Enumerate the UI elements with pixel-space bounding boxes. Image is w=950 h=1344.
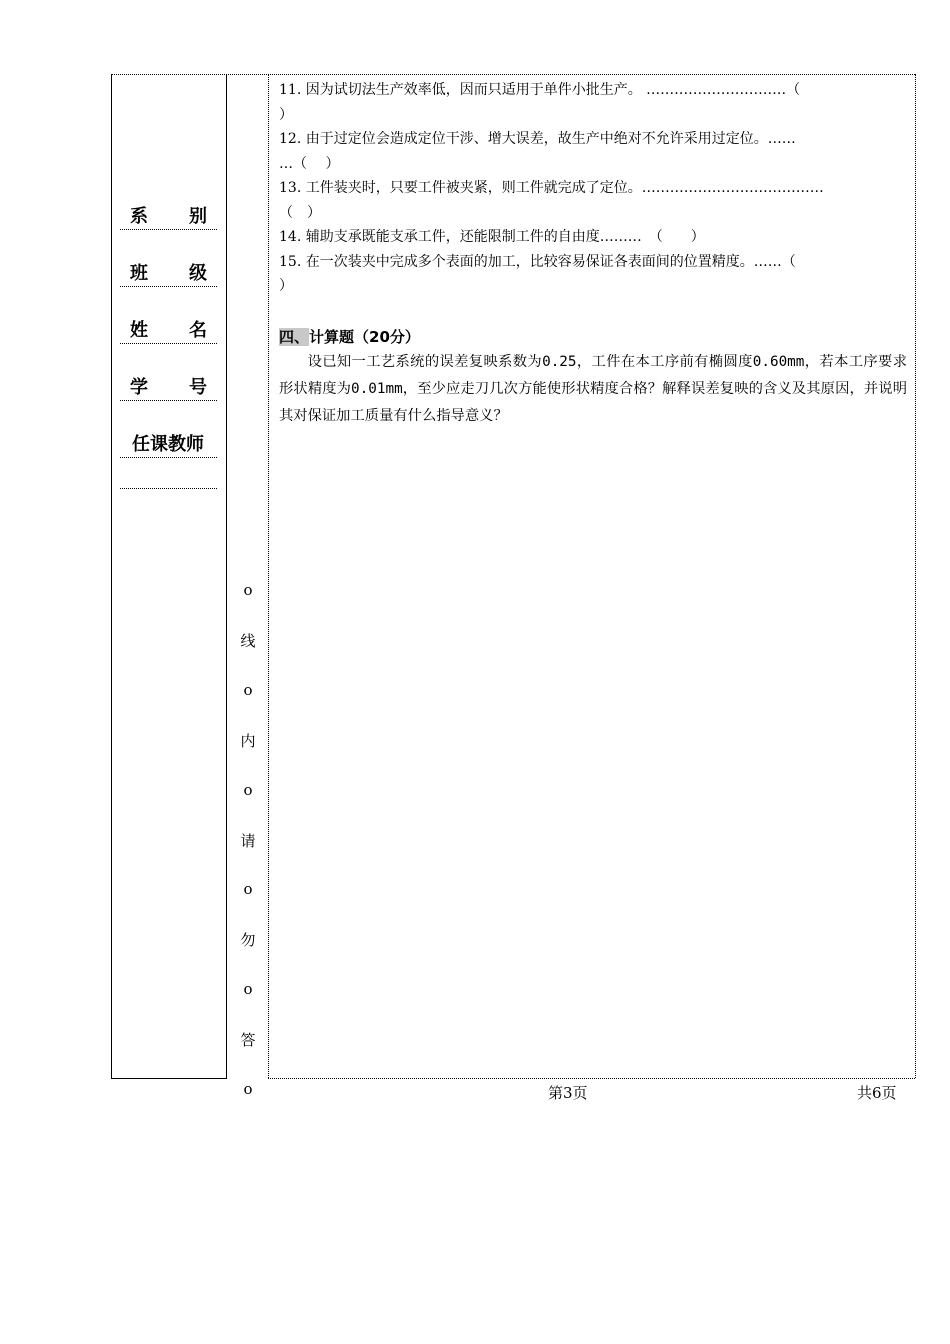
fill-line xyxy=(120,286,217,287)
seal-mark: 线 xyxy=(240,632,256,650)
seal-mark: o xyxy=(243,681,253,699)
info-label-char: 学 xyxy=(130,377,148,398)
info-label-char: 别 xyxy=(189,206,207,227)
seal-mark: 请 xyxy=(240,832,256,850)
fill-line xyxy=(120,343,217,344)
seal-mark: o xyxy=(243,581,253,599)
info-row-name xyxy=(120,314,217,371)
frame-top-border xyxy=(111,74,915,75)
info-label-char: 级 xyxy=(189,263,207,284)
info-label-char: 姓 xyxy=(130,320,148,341)
info-label-char: 班 xyxy=(130,263,148,284)
info-column-divider xyxy=(226,74,227,1078)
info-row-teacher xyxy=(120,428,217,485)
info-label-char: 名 xyxy=(189,320,207,341)
frame-left-border xyxy=(111,74,112,1078)
section-title-prefix: 四、 xyxy=(279,327,310,346)
info-row-student-id xyxy=(120,371,217,428)
seal-column-divider xyxy=(268,74,269,1078)
fill-line xyxy=(120,457,217,458)
question-line: ） xyxy=(279,106,293,123)
info-label-char: 号 xyxy=(189,377,207,398)
seal-mark: o xyxy=(243,1080,253,1098)
page-total: 共6页 xyxy=(857,1084,897,1102)
question-line: ） xyxy=(279,278,293,294)
frame-bottom-border xyxy=(111,1078,227,1079)
question-line: 14. 辅助支承既能支承工件，还能限制工件的自由度……… （ ） xyxy=(279,229,705,245)
seal-mark: 答 xyxy=(240,1031,256,1049)
student-info-column xyxy=(120,200,217,485)
question-line: 15. 在一次装夹中完成多个表面的加工，比较容易保证各表面间的位置精度。……（ xyxy=(279,253,796,270)
fill-line xyxy=(120,400,217,401)
fill-line xyxy=(120,229,217,230)
question-line: 12. 由于过定位会造成定位干涉、增大误差，故生产中绝对不允许采用过定位。…… xyxy=(279,131,796,147)
info-label-char: 系 xyxy=(130,206,148,227)
frame-right-border xyxy=(915,74,916,1078)
seal-mark: o xyxy=(243,781,253,799)
question-line: 13. 工件装夹时，只要工件被夹紧，则工件就完成了定位。………………………………… xyxy=(279,180,824,196)
page-number: 第3页 xyxy=(548,1084,588,1102)
question-line: （ ） xyxy=(279,204,321,221)
content-bottom-border xyxy=(268,1078,915,1079)
question-line: …（ ） xyxy=(279,155,340,172)
seal-mark: o xyxy=(243,880,253,898)
section-title xyxy=(279,325,907,350)
exam-content xyxy=(279,78,907,430)
calculation-question: 设已知一工艺系统的误差复映系数为0.25，工件在本工序前有椭圆度0.60mm，若本工序要求形状精度为0.01mm，至少应走刀几次方能使形状精度合格？解释误差复映的含义及其原因，并说明其对保证加工质量有什么指导意义？ xyxy=(279,354,907,424)
question-line: 11. 因为试切法生产效率低，因而只适用于单件小批生产。 …………………………（ xyxy=(279,82,801,98)
info-row-class xyxy=(120,257,217,314)
info-row-department xyxy=(120,200,217,257)
fill-line-extra xyxy=(120,488,217,489)
seal-mark: 内 xyxy=(240,732,256,750)
seal-mark: 勿 xyxy=(240,931,256,949)
info-label-teacher: 任课教师 xyxy=(132,434,204,455)
section-title-text: 计算题（20分） xyxy=(309,327,420,346)
seal-mark: o xyxy=(243,980,253,998)
